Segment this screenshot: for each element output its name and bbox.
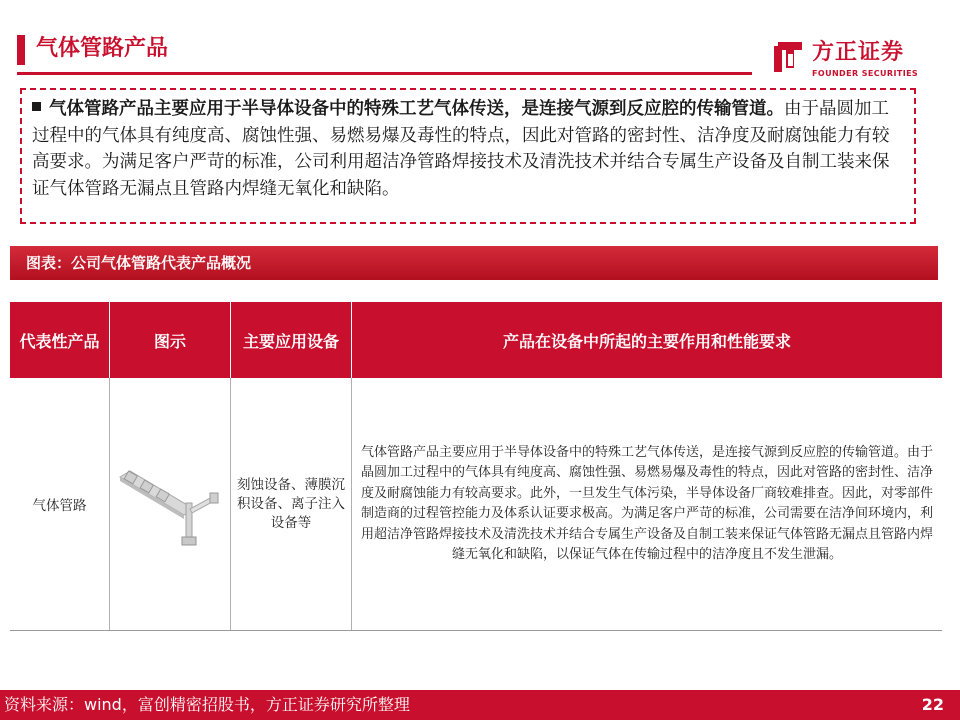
table-header-cell: 主要应用设备 (231, 302, 352, 378)
product-name-cell: 气体管路 (10, 378, 110, 630)
table-header-cell: 代表性产品 (10, 302, 110, 378)
table-row (10, 378, 942, 631)
gas-pipeline-image (116, 459, 224, 549)
product-table (10, 302, 942, 631)
summary-box (20, 88, 916, 224)
bullet-square-icon (32, 102, 41, 111)
source-note: 资料来源：wind，富创精密招股书，方正证券研究所整理 (4, 695, 410, 714)
summary-paragraph (32, 96, 900, 202)
table-header-cell: 产品在设备中所起的主要作用和性能要求 (502, 331, 791, 351)
summary-bold-text: 气体管路产品主要应用于半导体设备中的特殊工艺气体传送，是连接气源到反应腔的传输管道。 (49, 99, 784, 119)
page-number: 22 (921, 695, 944, 714)
company-logo (772, 38, 932, 84)
product-image-cell (110, 378, 231, 630)
page-title: 气体管路产品 (36, 36, 169, 61)
table-header-cell: 图示 (110, 302, 231, 378)
equipment-cell: 刻蚀设备、薄膜沉积设备、离子注入 设备等 (231, 378, 352, 630)
logo-text-cn: 方正证券 (812, 40, 905, 65)
table-header-row (10, 302, 942, 378)
figure-caption: 图表：公司气体管路代表产品概况 (26, 254, 252, 272)
summary-body-text: 由于晶圆加工过程中的气体具有纯度高、腐蚀性强、易燃易爆及毒性的特点，因此对管路的密封性、洁净度及耐腐蚀能力有较高要求。为满足客户严苛的标准，公司利用超洁净管路焊接技术及清洗技术并结合专属生产设备及自制工装来保证气体管路无漏点且管路内焊缝无氧化和缺陷。 (32, 99, 890, 199)
figure-caption-bar (10, 246, 938, 280)
title-divider (17, 72, 752, 75)
title-accent-bar (17, 35, 25, 65)
logo-text-en: FOUNDER SECURITIES (812, 69, 919, 78)
founder-logo-icon (772, 38, 806, 72)
description-cell: 气体管路产品主要应用于半导体设备中的特殊工艺气体传送，是连接气源到反应腔的传输管道。由于晶圆加工过程中的气体具有纯度高、腐蚀性强、易燃易爆及毒性的特点，因此对管路的密封性、洁净度及耐腐蚀能力有较高要求。此外，一旦发生气体污染，半导体设备厂商较难排查。因此，对零部件制造商的过程管控能力及体系认证要求极高。为满足客户严苛的标准，公司需要在洁净间环境内，利用超洁净管路焊接技术及清洗技术并结合专属生产设备及自制工装来保证气体管路无漏点且管路内焊缝无氧化和缺陷，以保证气体在传输过程中的洁净度且不发生泄漏。 (360, 444, 933, 562)
footer-bar (0, 690, 960, 720)
